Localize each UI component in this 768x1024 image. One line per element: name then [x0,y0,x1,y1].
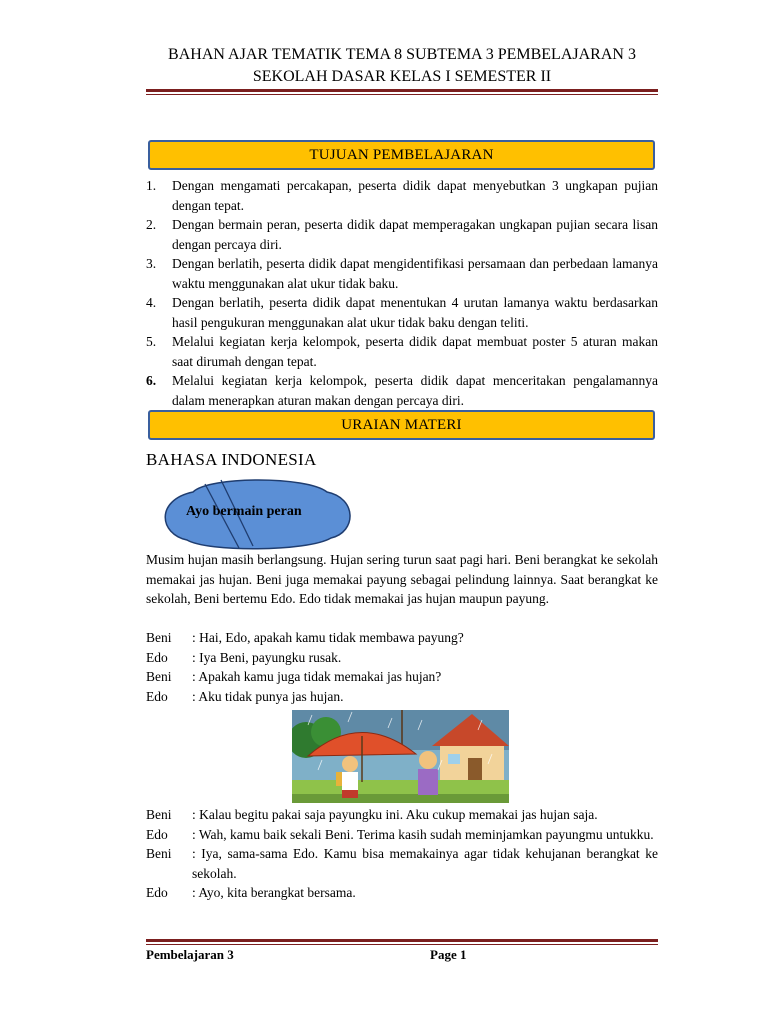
dialog-line: Beni : Kalau begitu pakai saja payungku ini. Aku cukup memakai jas hujan saja. [146,807,598,822]
dialog-line: Beni : Iya, sama-sama Edo. Kamu bisa memakainya agar tidak kehujanan berangkat ke sekolah. [146,846,658,881]
list-item: 1. Dengan mengamati percakapan, peserta didik dapat menyebutkan 3 ungkapan pujian dengan tepat. [146,178,658,213]
footer-rule-thin [146,944,658,945]
dialog-line: Beni : Hai, Edo, apakah kamu tidak membawa payung? [146,630,464,645]
dialog-line: Edo : Ayo, kita berangkat bersama. [146,885,356,900]
header-rule [146,89,658,92]
header-line-1: BAHAN AJAR TEMATIK TEMA 8 SUBTEMA 3 PEMBELAJARAN 3 [168,46,636,63]
rain-umbrella-illustration [292,710,509,803]
header-line-2: SEKOLAH DASAR KELAS I SEMESTER II [252,68,552,85]
dialog-part-1 [146,628,658,706]
list-item: 6. Melalui kegiatan kerja kelompok, peserta didik dapat menceritakan pengalamannya dalam menerapkan aturan makan dengan percaya diri. [146,373,658,408]
footer-page-number: Page 1 [430,947,467,962]
footer-rule [146,939,658,942]
dialog-part-2 [146,805,658,903]
bubble-label: Ayo bermain peran [186,504,302,519]
objectives-list [146,176,658,410]
page-header [146,44,658,88]
story-paragraph: Musim hujan masih berlangsung. Hujan sering turun saat pagi hari. Beni berangkat ke sekolah memakai jas hujan. Beni juga memakai payung sebagai pelindung lainnya. Saat berangkat ke sekolah, Beni bertemu Edo. Edo tidak memakai jas hujan maupun payung. [146,552,658,606]
dialog-line: Beni : Apakah kamu juga tidak memakai jas hujan? [146,669,442,684]
materials-heading: URAIAN MATERI [148,410,655,440]
dialog-line: Edo : Aku tidak punya jas hujan. [146,688,344,704]
header-rule-thin [146,94,658,95]
subject-title: BAHASA INDONESIA [146,450,317,469]
footer-lesson: Pembelajaran 3 [146,947,234,962]
list-item: 2. Dengan bermain peran, peserta didik dapat memperagakan ungkapan pujian secara lisan dengan percaya diri. [146,217,658,252]
list-item: 3. Dengan berlatih, peserta didik dapat mengidentifikasi persamaan dan perbedaan lamanya waktu menggunakan alat ukur tidak baku. [146,256,658,291]
list-item: 5. Melalui kegiatan kerja kelompok, peserta didik dapat membuat poster 5 aturan makan saat dirumah dengan tepat. [146,334,658,369]
dialog-line: Edo : Iya Beni, payungku rusak. [146,649,342,665]
dialog-line: Edo : Wah, kamu baik sekali Beni. Terima kasih sudah meminjamkan payungmu untukku. [146,826,654,842]
list-item: 4. Dengan berlatih, peserta didik dapat menentukan 4 urutan lamanya waktu berdasarkan hasil pengukuran menggunakan alat ukur tidak baku dengan teliti. [146,295,658,330]
objectives-heading: TUJUAN PEMBELAJARAN [148,140,655,170]
